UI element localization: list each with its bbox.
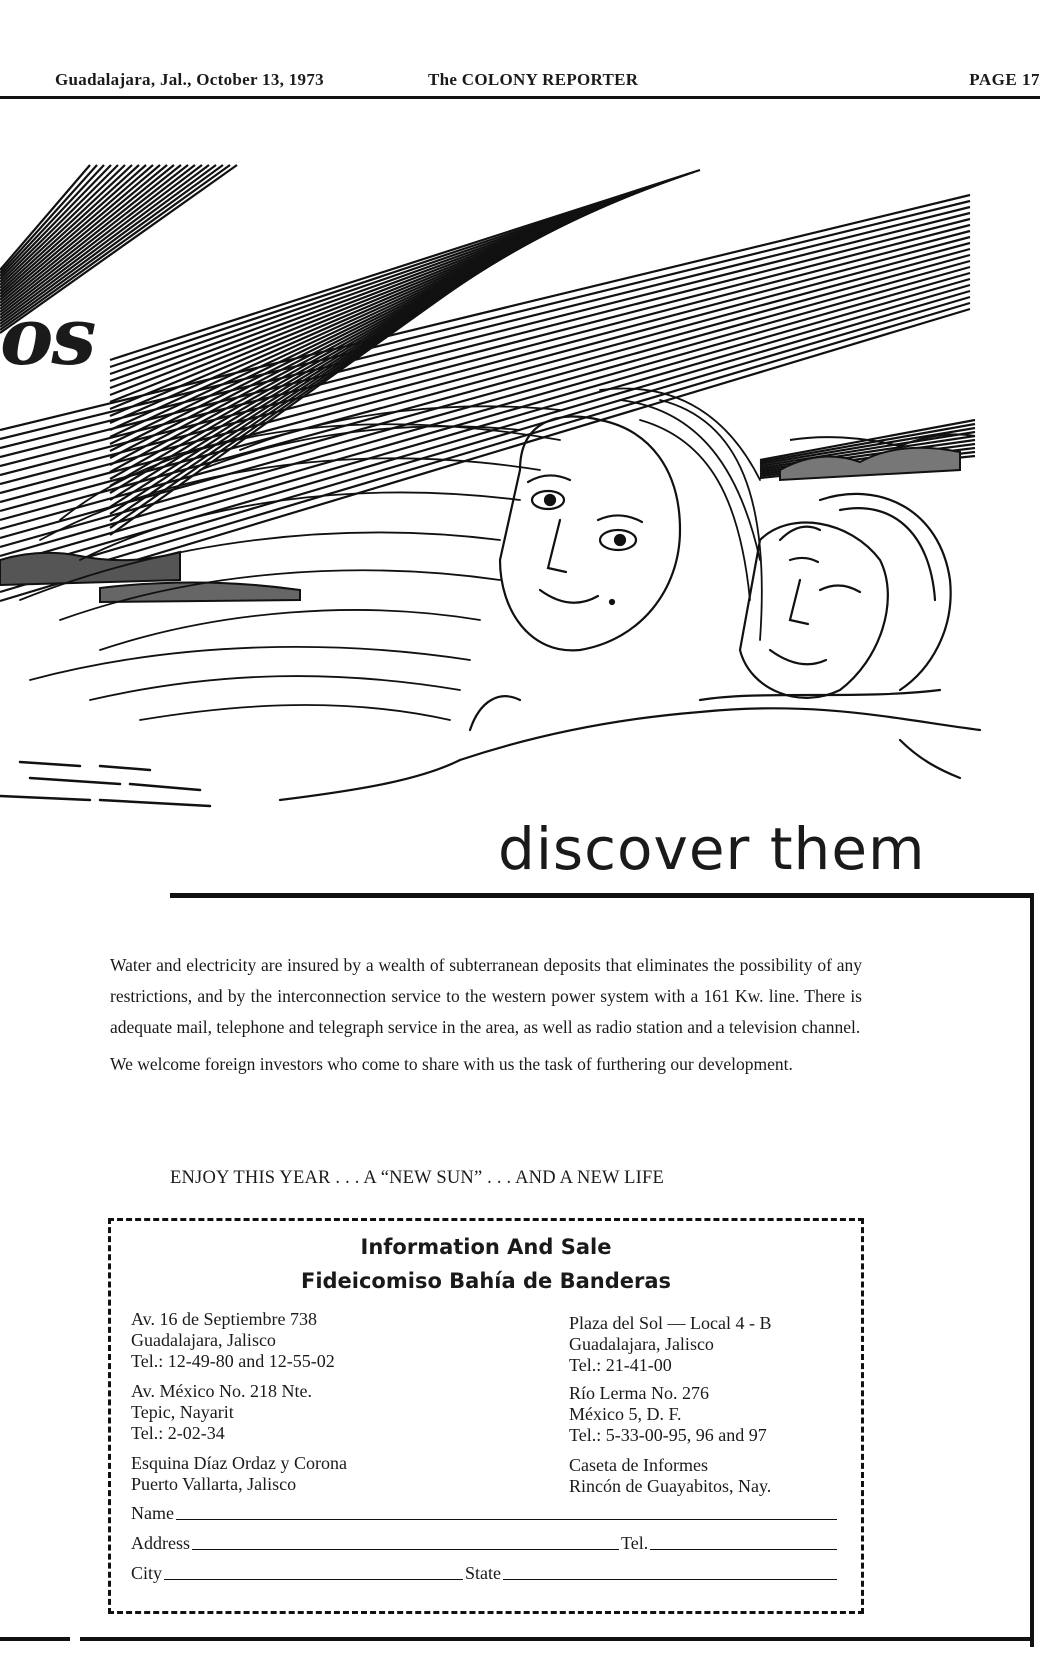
- sand-marks: [0, 762, 210, 806]
- name-label: Name: [131, 1503, 174, 1523]
- tel-label: Tel.: [621, 1533, 649, 1553]
- paragraph: We welcome foreign investors who come to share with us the task of furthering our development.: [110, 1054, 793, 1074]
- state-label: State: [465, 1563, 501, 1583]
- hair-strokes: [20, 388, 762, 720]
- office-address: Esquina Díaz Ordaz y Corona Puerto Vallarta, Jalisco: [131, 1453, 347, 1494]
- masthead: [0, 66, 1040, 96]
- coupon-subtitle: Fideicomiso Bahía de Banderas: [300, 1269, 672, 1293]
- body-copy: [110, 950, 862, 1086]
- publication-name: The COLONY REPORTER: [428, 70, 639, 89]
- couple-illustration: [0, 160, 1000, 820]
- ray-line: [0, 165, 132, 288]
- woman-face: [500, 417, 680, 651]
- office-address: Av. 16 de Septiembre 738 Guadalajara, Jalisco Tel.: 12-49-80 and 12-55-02: [131, 1309, 335, 1371]
- box-rule-top: [170, 893, 1034, 898]
- box-rule-right: [1030, 897, 1034, 1647]
- ray-line: [0, 165, 153, 297]
- paragraph: Water and electricity are insured by a wealth of subterranean deposits that eliminates the possibility of any restrictions, and by the interconnection service to the western power system with a 161 Kw. line. There is adequate mail, telephone and telegraph service in the area, as well as radio station and a television channel.: [110, 955, 862, 1037]
- address-label: Address: [131, 1533, 190, 1553]
- address-field[interactable]: [131, 1530, 837, 1556]
- dateline: Guadalajara, Jal., October 13, 1973: [55, 70, 324, 89]
- bodies: [280, 690, 980, 800]
- office-address: Río Lerma No. 276 México 5, D. F. Tel.: 5-33-00-95, 96 and 97: [569, 1383, 767, 1445]
- office-address: Caseta de Informes Rincón de Guayabitos, Nay.: [569, 1455, 772, 1496]
- sun-rays: [0, 165, 975, 601]
- name-field[interactable]: [131, 1500, 837, 1526]
- information-coupon: [108, 1218, 864, 1614]
- city-label: City: [131, 1563, 163, 1583]
- slogan: ENJOY THIS YEAR . . . A “NEW SUN” . . . AND A NEW LIFE: [170, 1168, 665, 1188]
- office-address: Av. México No. 218 Nte. Tepic, Nayarit Tel.: 2-02-34: [131, 1381, 312, 1443]
- box-rule-bottom: [80, 1637, 1034, 1641]
- ray-line: [0, 165, 174, 306]
- coupon-title: Information And Sale: [360, 1235, 612, 1259]
- masthead-rule: [0, 96, 1040, 99]
- man-face: [740, 494, 951, 698]
- headline-fragment: os: [0, 289, 95, 383]
- city-state-field[interactable]: [131, 1560, 837, 1586]
- box-rule-bottom-left: [0, 1637, 70, 1641]
- office-address: Plaza del Sol — Local 4 - B Guadalajara, Jalisco Tel.: 21-41-00: [569, 1313, 772, 1375]
- tagline: discover them: [498, 815, 926, 883]
- page-number: PAGE 17: [969, 70, 1040, 89]
- ray-line: [0, 273, 970, 547]
